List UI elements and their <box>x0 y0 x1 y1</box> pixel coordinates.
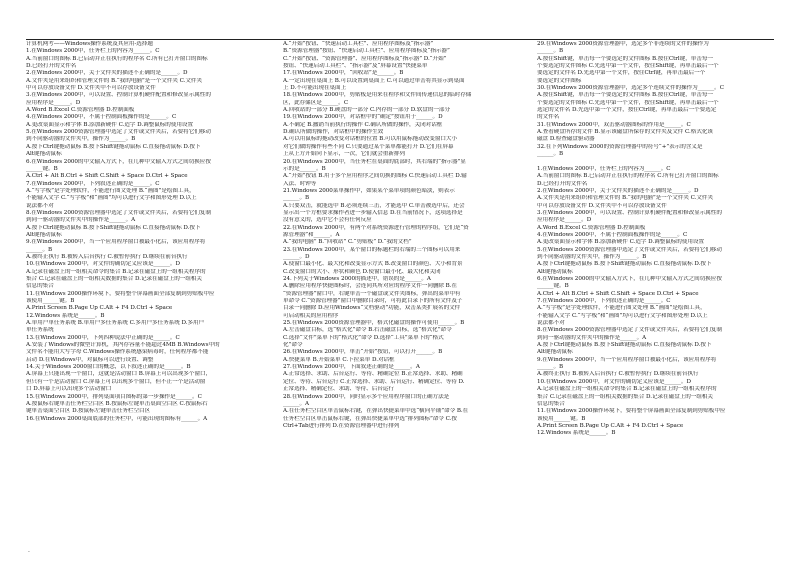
text-line: 应用程序是______。D <box>26 99 81 106</box>
text-line: C.“开始”按钮、“资源管理器”、应用程序图标及“指示器” D.“开始” <box>283 55 447 62</box>
text-line: A.当前窗口的图标 B.已启动并正在执行的程序名 C.所有已打开窗口的图标 <box>26 55 208 62</box>
text-line: A.Word B.Excel C.资源管理器 D.控制面板 <box>537 224 646 231</box>
text-line: 选定的文件名 D.先选中第一个文件，按住Ctrl键，再单击最后一个要选定 <box>537 107 717 114</box>
text-line: 3.在Windows 2000中，可以设置、控制计算机硬件配置和修改显示属性的 <box>537 209 722 216</box>
text-line: 口 D.屏幕上可以出现多个活动窗口 <box>26 386 112 393</box>
text-line: A.删除应用程序快捷图标时，会连同其所对应的程序文件一同删除 B.在 <box>283 283 458 290</box>
text-line: A.记录在磁盘上的一组相关命令的集合 B.记录在磁盘上的一组相关程序的 <box>26 268 206 275</box>
text-line: A.按下Ctrl键拖动鼠标 B.按下Shift键拖动鼠标 C.直接拖动鼠标 D.按下 <box>537 261 712 268</box>
text-line: Alt键拖动鼠标 <box>537 268 573 275</box>
text-line: Alt键拖动鼠标 <box>26 231 62 238</box>
text-line: A.文件夹是用来组织和管理文件的 B.“我的电脑”是一个文件夹 C.文件夹 <box>537 195 714 202</box>
text-line: 16.在Windows 2000桌面底部的任务栏中，可能出现的图标有______。A <box>26 415 208 422</box>
text-line: 27.在Windows 2000中，下面叙述正确的是______。A <box>283 364 420 371</box>
text-line: A.只要双击，就能选中 B.必须连续三击，才能选中 C.单击被选中后，还会 <box>283 202 465 209</box>
text-line: A.安装了Windows的微型计算机，其内存容量不能超过4MB B.Windows中的 <box>26 342 220 349</box>
text-line: 20.在Windows 2000中，当任务栏在桌面的底部时，其右端的“指示器”显 <box>283 158 466 165</box>
text-line: 17.在Windows 2000中，“回收站”是______。B <box>283 70 404 77</box>
text-line: 6.在Windows 2000的中文输入方式下，在几种中文输入方式之间切换应按 <box>537 276 722 282</box>
text-line: “资源管理器”窗口中，右键单击一个磁盘或文件夹图标，弹出的菜单中有 <box>283 290 461 297</box>
text-line: 13.在Windows 2000中，下列四种说法中正确的是______。C <box>26 334 180 341</box>
text-line: ______。B <box>283 195 310 202</box>
text-line: 4.在Windows 2000中，不属于控制面板操作的是______。C <box>26 114 177 121</box>
text-line: A.按下Ctrl键拖动鼠标 B.按下Shift键拖动鼠标 C.直接拖动鼠标 D.按下 <box>537 342 712 349</box>
text-line: 11.在Windows 2000操作环境下，要将整个屏幕画面全部复制到剪贴板中应 <box>26 290 215 297</box>
text-line: 但只有一个是活动窗口 C.屏幕上可以出现多个窗口，但不止一个是活动窗 <box>26 378 206 385</box>
text-line: 30.在Windows 2000资源管理器中，选定多个连续文件的操作为______。C <box>537 85 724 92</box>
text-line: A.“写字板”是字处理软件，不能进行图文处理 B.“画图”是绘图工具， <box>537 305 706 312</box>
text-line: 到同一驱动器的文件夹中的操作是______。A <box>537 334 647 341</box>
text-line: A.Print Screen B.Page Up C.Alt + F4 D.Ctrl + Space <box>537 422 684 429</box>
text-line: 磁盘 D.检查磁盘驱动器 <box>537 136 595 143</box>
text-line: C.选择“文件”菜单下的“格式化”命令 D.选择“工具”菜单下的“格式 <box>283 334 444 341</box>
text-line: 14.关于Windows 2000窗口的概念，以下叙述正确的是______。B <box>26 364 191 371</box>
text-line: ______。B <box>537 151 564 158</box>
text-line: 单命令 C.“资源管理器”窗口中删除目录时，可将此目录下的所有文件及子 <box>283 298 463 305</box>
text-line: 22.在Windows 2000中，有两个对系统资源进行管理的程序组，它们是“资 <box>283 224 469 231</box>
text-line: Alt键拖动鼠标 <box>537 349 573 356</box>
page-marker: . <box>28 547 30 554</box>
text-line: A.“开始”按钮 B.用于多个应用程序之间切换的图标 C.快速启动工具栏 D.输 <box>283 173 467 180</box>
text-line: 没有意义的，选中它不会有任何反应 <box>283 217 372 224</box>
text-line: 个要选定的文件图标 C.先选中第一个文件，按住Shift键，再单击最后一个 <box>537 99 719 106</box>
text-line: 中可以存放设备文件 D.文件夹中不可以存放设备文件 <box>537 202 667 209</box>
text-line: 启动 D.在Windows中，对鼠标可以进行设置、调整 <box>26 356 154 363</box>
text-line: A.快捷菜单 B.开始菜单 C.下拉菜单 D.对话框 <box>283 356 395 363</box>
text-line: A.更改桌面显示和字体 B.添加新硬件 C.造字 D.调整鼠标的使用设置 <box>26 121 194 128</box>
text-line: 19.在Windows 2000中，对话框中的“确定”按钮用于______。D <box>283 114 443 121</box>
text-line: 21.Windows 2000菜单操作中，如果某个菜单项的颜色暗淡，则表示 <box>283 187 455 194</box>
text-line: 11.在Windows 2000操作环境下，要将整个屏幕画面全部复制到剪贴板中应 <box>537 408 726 415</box>
text-line: ______。B <box>26 246 53 253</box>
text-line: 单任务系统 <box>26 327 54 334</box>
text-line: A.Ctrl + Alt B.Ctrl + Shift C.Shift + Space D.Ctrl + Space <box>537 290 699 297</box>
text-line: 10.在Windows 2000中，对文件的确切定义应该是______。D <box>26 261 180 268</box>
text-line: 到不同驱动器的文件夹中，操作为______。B <box>537 253 647 260</box>
text-line: 5.在Windows 2000资源管理器中选定了文件或文件夹后，若要将它们移动 <box>26 129 211 136</box>
text-line: 到不同驱动器的文件夹中，操作为______。B <box>26 136 136 143</box>
text-line: 化”命令 <box>283 342 303 349</box>
text-line: A.Word B.Excel C.资源管理器 D.控制面板 <box>26 107 135 114</box>
text-line: 28.在Windows 2000中，同时显示多个应用程序窗口的正确方法是 <box>283 393 450 400</box>
text-line: 7.在Windows 2000中，下列叙述正确的是______。C <box>537 298 671 305</box>
text-line: 23.在Windows 2000中，某个窗口的标题栏的右端的三个图标可以用来 <box>283 246 461 253</box>
text-line: D.确认所做的操作，对话框中的操作生效 <box>283 129 384 136</box>
text-line: A.按鼠标右键单击任务栏空白区 B.按鼠标左键单击桌面空白区 C.按鼠标右 <box>26 400 208 407</box>
text-line: 8.在Windows 2000资源管理器中选定了文件或文件夹后，若要将它们复制 <box>26 209 211 216</box>
text-line: 10.在Windows 2000中，对文件的确切定义应该是______。D <box>537 378 691 385</box>
text-line: 2.在Windows 2000中，关于文件夹的描述不正确的是______。D <box>26 70 188 77</box>
text-line: A.“写字板”是字处理软件，不能进行图文处理 B.“画图”是绘图工具， <box>26 187 195 194</box>
text-line: A.回收站的一部分 B.硬盘的一部分 C.内存的一部分 D.软盘的一部分 <box>283 107 451 114</box>
text-line: A.“我的电脑” B.“回收站” C.“剪贴板” D.“我的文档” <box>283 239 412 246</box>
text-line: 不能输入文字 C.“写字板”和“画图”均可以进行文字和图形处理 D.以上 <box>26 195 197 202</box>
text-line: A.按下Ctrl键拖动鼠标 B.按下Shift键拖动鼠标 C.直接拖动鼠标 D.按下 <box>26 224 201 231</box>
text-line: 任务栏空白区单击鼠标右键，在弹出快捷菜单中选“排列图标”命令 C.按 <box>283 415 457 422</box>
text-line: 到同一驱动器的文件夹中的操作是______。A <box>26 217 136 224</box>
text-line: 显示出一个方框要求操作者进一步输入信息 D.在当前情况下，这项选择是 <box>283 209 463 216</box>
text-line: Ctrl+Tab进行排列 D.在资源管理器中进行排列 <box>283 422 400 429</box>
text-line: A.屏幕上只能出现一个窗口，这就是活动窗口 B.屏幕上可以出现多个窗口， <box>26 371 212 378</box>
text-line: A.Print Screen B.Page Up C.Alt + F4 D.Ctrl + Space <box>26 305 173 312</box>
text-line: 1.在Windows 2000中，任务栏上的内容为______。C <box>537 165 671 172</box>
text-line: 正常选择、精确定位、求助、等待、后台运行 <box>283 386 394 393</box>
text-line: 不能输入文字 C.“写字板”和“画图”均可以进行文字和图形处理 D.以上 <box>537 312 708 319</box>
text-line: 说法都不对 <box>537 320 565 327</box>
text-line: A.使窗口最小化、最大化和改变显示方式 B.改变窗口的颜色、大小和背景 <box>283 261 463 268</box>
text-line: A.可以用鼠标的拖动改变对话框的位置 B.可以用鼠标拖动改变窗口大小 <box>283 136 458 143</box>
text-line: 对它们做的操作有些不同 C.只要通过某个菜单都能打开 D.它们在屏幕 <box>283 143 454 150</box>
text-line: 说法都不对 <box>26 202 54 209</box>
text-line: 该使用______键。B <box>537 415 586 422</box>
text-line <box>537 159 777 166</box>
text-line: 源管理器”和______。A <box>283 231 340 238</box>
text-line: 7.在Windows 2000中，下列叙述正确的是______。C <box>26 180 160 187</box>
text-line: ______。D <box>283 253 310 260</box>
text-line: A.被终止执行 B.被转入后台执行 C.被暂停执行 D.继续在前台执行 <box>537 371 699 378</box>
text-line: 上 D.不可能出现在桌面上 <box>283 85 347 92</box>
text-line: 24.下列关于Windows 2000的描述中，错误的是______。A <box>283 276 431 282</box>
text-line: 5.在Windows 2000资源管理器中选定了文件或文件夹后，若要将它们移动 <box>537 246 722 253</box>
text-line: A.记录在磁盘上的一组相关命令的集合 B.记录在磁盘上的一组相关程序的 <box>537 386 717 393</box>
text-line: 文件名不能用大写字母 C.Windows操作系统感染病毒时，任何程序都不能 <box>26 349 209 356</box>
text-line: 计算机网考——Windows操作系统及其应用-选择题 <box>26 41 153 47</box>
text-line: A.被终止执行 B.被转入后台执行 C.被暂停执行 D.继续在前台执行 <box>26 253 188 260</box>
text-line: 应用程序是______。D <box>537 217 592 224</box>
text-line: C.改变窗口的大小、形状和颜色 D.使窗口最小化、最大化和关闭 <box>283 268 441 275</box>
text-line: ______键。B <box>537 283 569 290</box>
text-line: 上从上方开始向下显示，一次，它们就会重新排列 <box>283 151 405 158</box>
text-line: A.一定出现在桌面上 B.可以设置到桌面上 C.可以通过单击将其显示到桌面 <box>283 77 465 84</box>
text-line: A.Ctrl + Alt B.Ctrl + Shift C.Shift + Space D.Ctrl + Space <box>26 173 188 180</box>
text-line: A.“开始”按钮、“快速启动工具栏”、应用程序图标及“指示器” <box>283 41 434 47</box>
text-line: B.“资源管理器”按钮、“快速启动工具栏”、应用程序图标及“指示器” <box>283 48 450 55</box>
text-line: 集合 C.记录在磁盘上的一组相关数据的集合 D.记录在磁盘上的一组相关 <box>537 393 713 400</box>
text-line: 按钮、“快速启动工具栏”、“指示器”及“屏幕设置”快捷菜单 <box>283 63 428 70</box>
text-line: 15.在Windows 2000中，排列桌面项目图标的第一步操作是______。C <box>26 393 202 400</box>
text-line: D.已经打开的文件名 <box>26 63 77 70</box>
text-line: 9.在Windows 2000中，当一个应用程序窗口被最小化后，该应用程序将 <box>26 239 206 246</box>
text-line: 入法、时钟等 <box>283 180 317 187</box>
text-line: A.按住Shift键，单击每一个要选定的文件图标 B.按住Ctrl键，单击每一 <box>537 92 713 99</box>
text-line: A.文件夹是用来组织和管理文件的 B.“我的电脑”是一个文件夹 C.文件夹 <box>26 77 203 84</box>
text-line: A.更改桌面显示和字体 B.添加新硬件 C.造字 D.调整鼠标的使用设置 <box>537 239 705 246</box>
text-line: 键单击桌面空白区 D.按鼠标左键单击任务栏空白区 <box>26 408 151 415</box>
text-line: 示的是______。B <box>283 165 326 172</box>
text-column-3 <box>537 41 777 561</box>
text-line: 32.在下列Windows 2000的资源管理器中的符号“+”表示的含义是 <box>537 143 703 150</box>
text-column-2 <box>283 41 527 561</box>
text-line: 信息的集合 <box>26 283 54 290</box>
text-line: 要选定的文件图标 <box>537 77 582 84</box>
text-line: 8.在Windows 2000资源管理器中选定了文件或文件夹后，若要将它们复制 <box>537 327 722 334</box>
text-line: 可启动相关的应用程序 <box>283 312 339 319</box>
header-rule <box>26 39 774 40</box>
text-line: 个要选定的文件图标 C.先选中第一个文件，按住Shift键，再单击最后一个 <box>537 63 719 70</box>
text-line: ______键。B <box>26 165 58 172</box>
text-line: 9.在Windows 2000中，当一个应用程序窗口被最小化后，该应用程序将 <box>537 356 717 363</box>
text-line: A.正常选择、求助、后台运行、等待、精确定位 B.正常选择、求助、精确 <box>283 371 463 378</box>
text-line: A.在任务栏空白区单击鼠标右键，在弹出快捷菜单中选“横向平铺”命令 B.在 <box>283 408 469 415</box>
text-line: 25.在Windows 2000资源管理器中，格式化磁盘的操作可使用______。B <box>283 320 465 327</box>
text-line: 3.在Windows 2000中，可以设置、控制计算机硬件配置和修改显示属性的 <box>26 92 211 99</box>
text-line: D.已经打开的文件名 <box>537 180 588 187</box>
text-line: 31.在Windows 2000中，双击驱动器图标的作用是______。C <box>537 121 691 128</box>
text-line: A.当前窗口的图标 B.已启动并正在执行的程序名 C.所有已打开窗口的图标 <box>537 173 719 180</box>
text-line: 12.Windows 系统是______。B <box>26 312 105 319</box>
text-line: A.单用户单任务系统 B.单用户多任务系统 C.多用户多任务系统 D.多用户 <box>26 320 205 327</box>
text-line: ______。A <box>283 400 310 407</box>
text-line: 信息的集合 <box>537 400 565 407</box>
text-line: A.不确定 B.撤销当前执行的操作 C.确认所做的操作，关闭对话框 <box>283 121 443 128</box>
text-line: 中可以存放设备文件 D.文件夹中不可以存放设备文件 <box>26 85 156 92</box>
text-line: ______。B <box>537 48 564 55</box>
text-line: ______。B <box>537 364 564 371</box>
text-line: 要选定的文件名 D.先选中第一个文件，按住Ctrl键，再单击最后一个 <box>537 70 706 77</box>
text-line: 29.在Windows 2000资源管理器中，选定多个非连续的文件的操作为 <box>537 41 709 47</box>
text-line: A.按住Shift键，单击每一个要选定的文件图标 B.按住Ctrl键，单击每一 <box>537 55 713 62</box>
text-line: 4.在Windows 2000中，不属于控制面板操作的是______。C <box>537 231 688 238</box>
text-column-1 <box>26 41 272 561</box>
text-line: 目录一同删除 D.应用Windows“文档驱动”功能，双击某类扩展名的文件 <box>283 305 461 312</box>
text-line: 1.在Windows 2000中，任务栏上的内容为______。C <box>26 48 160 55</box>
text-line: Alt键拖动鼠标 <box>26 151 62 158</box>
text-line: A.按下Ctrl键拖动鼠标 B.按下Shift键拖动鼠标 C.直接拖动鼠标 D.按下 <box>26 143 201 150</box>
text-line: 该使用______键。B <box>26 298 75 305</box>
text-line: 2.在Windows 2000中，关于文件夹的描述不正确的是______。D <box>537 187 699 194</box>
text-line: A.左击磁盘目标，选“格式化”命令 B.右击磁盘目标，选“格式化”命令 <box>283 327 452 334</box>
text-line: 区，此存储区是______。C <box>283 99 349 106</box>
text-line: 18.在Windows 2000中，剪贴板是用来在程序和文件间传递信息的临时存储 <box>283 92 472 99</box>
text-line: 6.在Windows 2000的中文输入方式下，在几种中文输入方式之间切换应按 <box>26 158 211 165</box>
text-line: A.查看硬盘所存的文件 B.显示该磁盘所保存的文件夹及文件 C.格式化该 <box>537 129 713 136</box>
text-line: 的文件名 <box>537 114 560 121</box>
text-line: 集合 C.记录在磁盘上的一组相关数据的集合 D.记录在磁盘上的一组相关 <box>26 276 202 282</box>
text-line: 12.Windows 系统是______。B <box>537 430 616 437</box>
text-line: 26.在Windows 2000中，单击“开始”按钮，可以打开______。B <box>283 349 443 356</box>
text-line: 定位、等待、后台运行 C.正常选择、求助、后台运行、精确定位、等待 D. <box>283 378 465 385</box>
